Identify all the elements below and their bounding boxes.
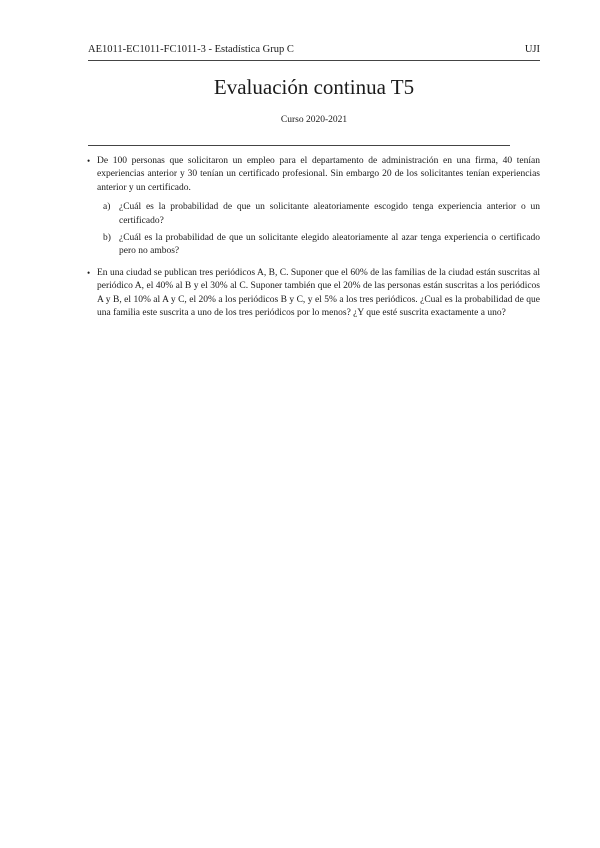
- header-course-code: AE1011-EC1011-FC1011-3 - Estadística Grup C: [88, 44, 294, 55]
- header-institution: UJI: [524, 44, 540, 55]
- problem-parts: [103, 201, 540, 259]
- bullet-icon: •: [87, 267, 91, 278]
- bullet-icon: •: [87, 156, 91, 166]
- title-rule: [88, 145, 510, 146]
- header-rule: [88, 60, 540, 61]
- page-title: Evaluación continua T5: [213, 75, 415, 99]
- problem-list: [88, 155, 540, 328]
- part-text: ¿Cuál es la probabilidad de que un solicitante aleatoriamente escogido tenga experiencia anterior o un certificado?: [119, 202, 540, 226]
- problem-item: [88, 155, 540, 259]
- part-text: ¿Cuál es la probabilidad de que un solicitante elegido aleatoriamente al azar tenga experiencia o certificado pero no ambos?: [119, 233, 540, 257]
- problem-text: De 100 personas que solicitaron un empleo para el departamento de administración en una firma, 40 tenían experiencias anterior y 30 tenían un certificado profesional. Sin embargo 20 de los solicitantes tenían experiencias anterior y un certificado.: [97, 156, 540, 193]
- running-header: [88, 44, 540, 58]
- problem-part: [103, 201, 540, 228]
- part-marker: a): [103, 202, 111, 213]
- problem-part: [103, 232, 540, 259]
- problem-text: En una ciudad se publican tres periódicos A, B, C. Suponer que el 60% de las familias de la ciudad están suscritas al periódico A, el 40% al B y el 30% al C. Suponer también que el 20% de las personas están suscritas a los periódicos A y B, el 10% al A y C, el 20% a los periódicos B y C, y el 5% a los tres periódicos. ¿Cual es la probabilidad de que una familia este suscrita a uno de los tres periódicos por lo menos? ¿Y que esté suscrita exactamente a uno?: [97, 267, 540, 319]
- page-subtitle: Curso 2020-2021: [280, 115, 348, 125]
- part-marker: b): [103, 233, 111, 244]
- problem-item: [88, 267, 540, 321]
